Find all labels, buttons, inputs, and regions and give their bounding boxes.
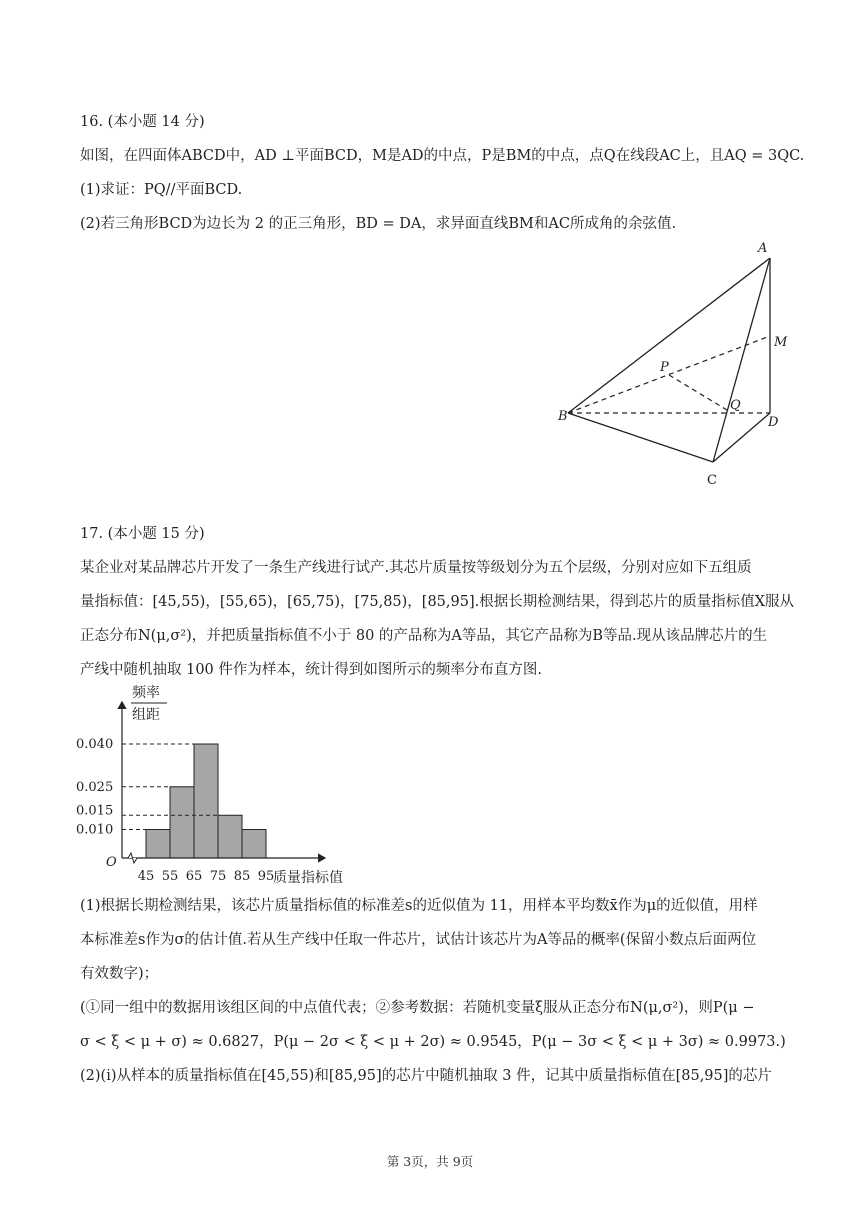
histogram-bar bbox=[170, 787, 194, 858]
xtick-label: 75 bbox=[209, 869, 227, 884]
xlabel: 质量指标值 bbox=[273, 870, 343, 886]
label-C: C bbox=[707, 473, 717, 488]
ylabel-top: 频率 bbox=[132, 685, 160, 701]
q16-title: 16. (本小题 14 分) bbox=[80, 114, 205, 130]
q17-stem-line-3: 正态分布N(μ,σ²)，并把质量指标值不小于 80 的产品称为A等品，其它产品称为B等品.现从该品牌芯片的生 bbox=[80, 628, 768, 644]
q16-part2: (2)若三角形BCD为边长为 2 的正三角形，BD = DA，求异面直线BM和AC所成角的余弦值. bbox=[80, 216, 677, 232]
q16-stem: 如图，在四面体ABCD中，AD ⊥平面BCD，M是AD的中点，P是BM的中点，点Q在线段AC上，且AQ = 3QC. bbox=[80, 148, 805, 164]
q17-stem-line-2: 量指标值：[45,55)，[55,65)，[65,75)，[75,85)，[85,95].根据长期检测结果，得到芯片的质量指标值X服从 bbox=[80, 594, 795, 610]
q17-part1-line-5: σ < ξ < μ + σ) ≈ 0.6827，P(μ − 2σ < ξ < μ + 2σ) ≈ 0.9545，P(μ − 3σ < ξ < μ + 3σ) ≈ 0.9973.) bbox=[80, 1034, 786, 1050]
histogram-bar bbox=[146, 830, 170, 859]
label-A: A bbox=[758, 241, 768, 256]
ytick-label: 0.015 bbox=[76, 803, 114, 819]
histogram-bar bbox=[242, 830, 266, 859]
q17-part1-line-1: (1)根据长期检测结果，该芯片质量指标值的标准差s的近似值为 11，用样本平均数x̄作为μ的近似值，用样 bbox=[80, 898, 758, 914]
ytick-label: 0.010 bbox=[76, 822, 114, 838]
ytick-label: 0.025 bbox=[76, 779, 114, 795]
label-P: P bbox=[660, 360, 669, 375]
xtick-label: 55 bbox=[161, 869, 179, 884]
label-Q: Q bbox=[730, 398, 741, 413]
histogram-bar bbox=[218, 815, 242, 858]
q17-part2-line-1: (2)(i)从样本的质量指标值在[45,55)和[85,95]的芯片中随机抽取 3 件，记其中质量指标值在[85,95]的芯片 bbox=[80, 1068, 772, 1084]
label-M: M bbox=[774, 335, 788, 350]
xtick-label: 45 bbox=[137, 869, 155, 884]
histogram-bar bbox=[194, 744, 218, 858]
ylabel-bottom: 组距 bbox=[132, 707, 160, 723]
axis-break-icon bbox=[128, 853, 137, 863]
xtick-label: 85 bbox=[233, 869, 251, 884]
xtick-label: 65 bbox=[185, 869, 203, 884]
label-D: D bbox=[768, 415, 779, 430]
xtick-label: 95 bbox=[257, 869, 275, 884]
label-B: B bbox=[558, 409, 568, 424]
page-footer: 第 3页，共 9页 bbox=[386, 1154, 474, 1169]
q17-stem-line-1: 某企业对某品牌芯片开发了一条生产线进行试产.其芯片质量按等级划分为五个层级，分别对应如下五组质 bbox=[80, 560, 752, 576]
q17-part1-line-2: 本标准差s作为σ的估计值.若从生产线中任取一件芯片，试估计该芯片为A等品的概率(保留小数点后面两位 bbox=[80, 932, 757, 948]
q17-part1-line-4: (①同一组中的数据用该组区间的中点值代表；②参考数据：若随机变量ξ服从正态分布N(μ,σ²)，则P(μ − bbox=[80, 1000, 755, 1016]
q17-part1-line-3: 有效数字)； bbox=[80, 966, 159, 982]
q16-part1: (1)求证：PQ//平面BCD. bbox=[80, 182, 243, 198]
q17-title: 17. (本小题 15 分) bbox=[80, 526, 205, 542]
origin-label: O bbox=[106, 855, 117, 870]
ytick-label: 0.040 bbox=[76, 737, 114, 752]
q17-stem-line-4: 产线中随机抽取 100 件作为样本，统计得到如图所示的频率分布直方图. bbox=[80, 662, 543, 678]
